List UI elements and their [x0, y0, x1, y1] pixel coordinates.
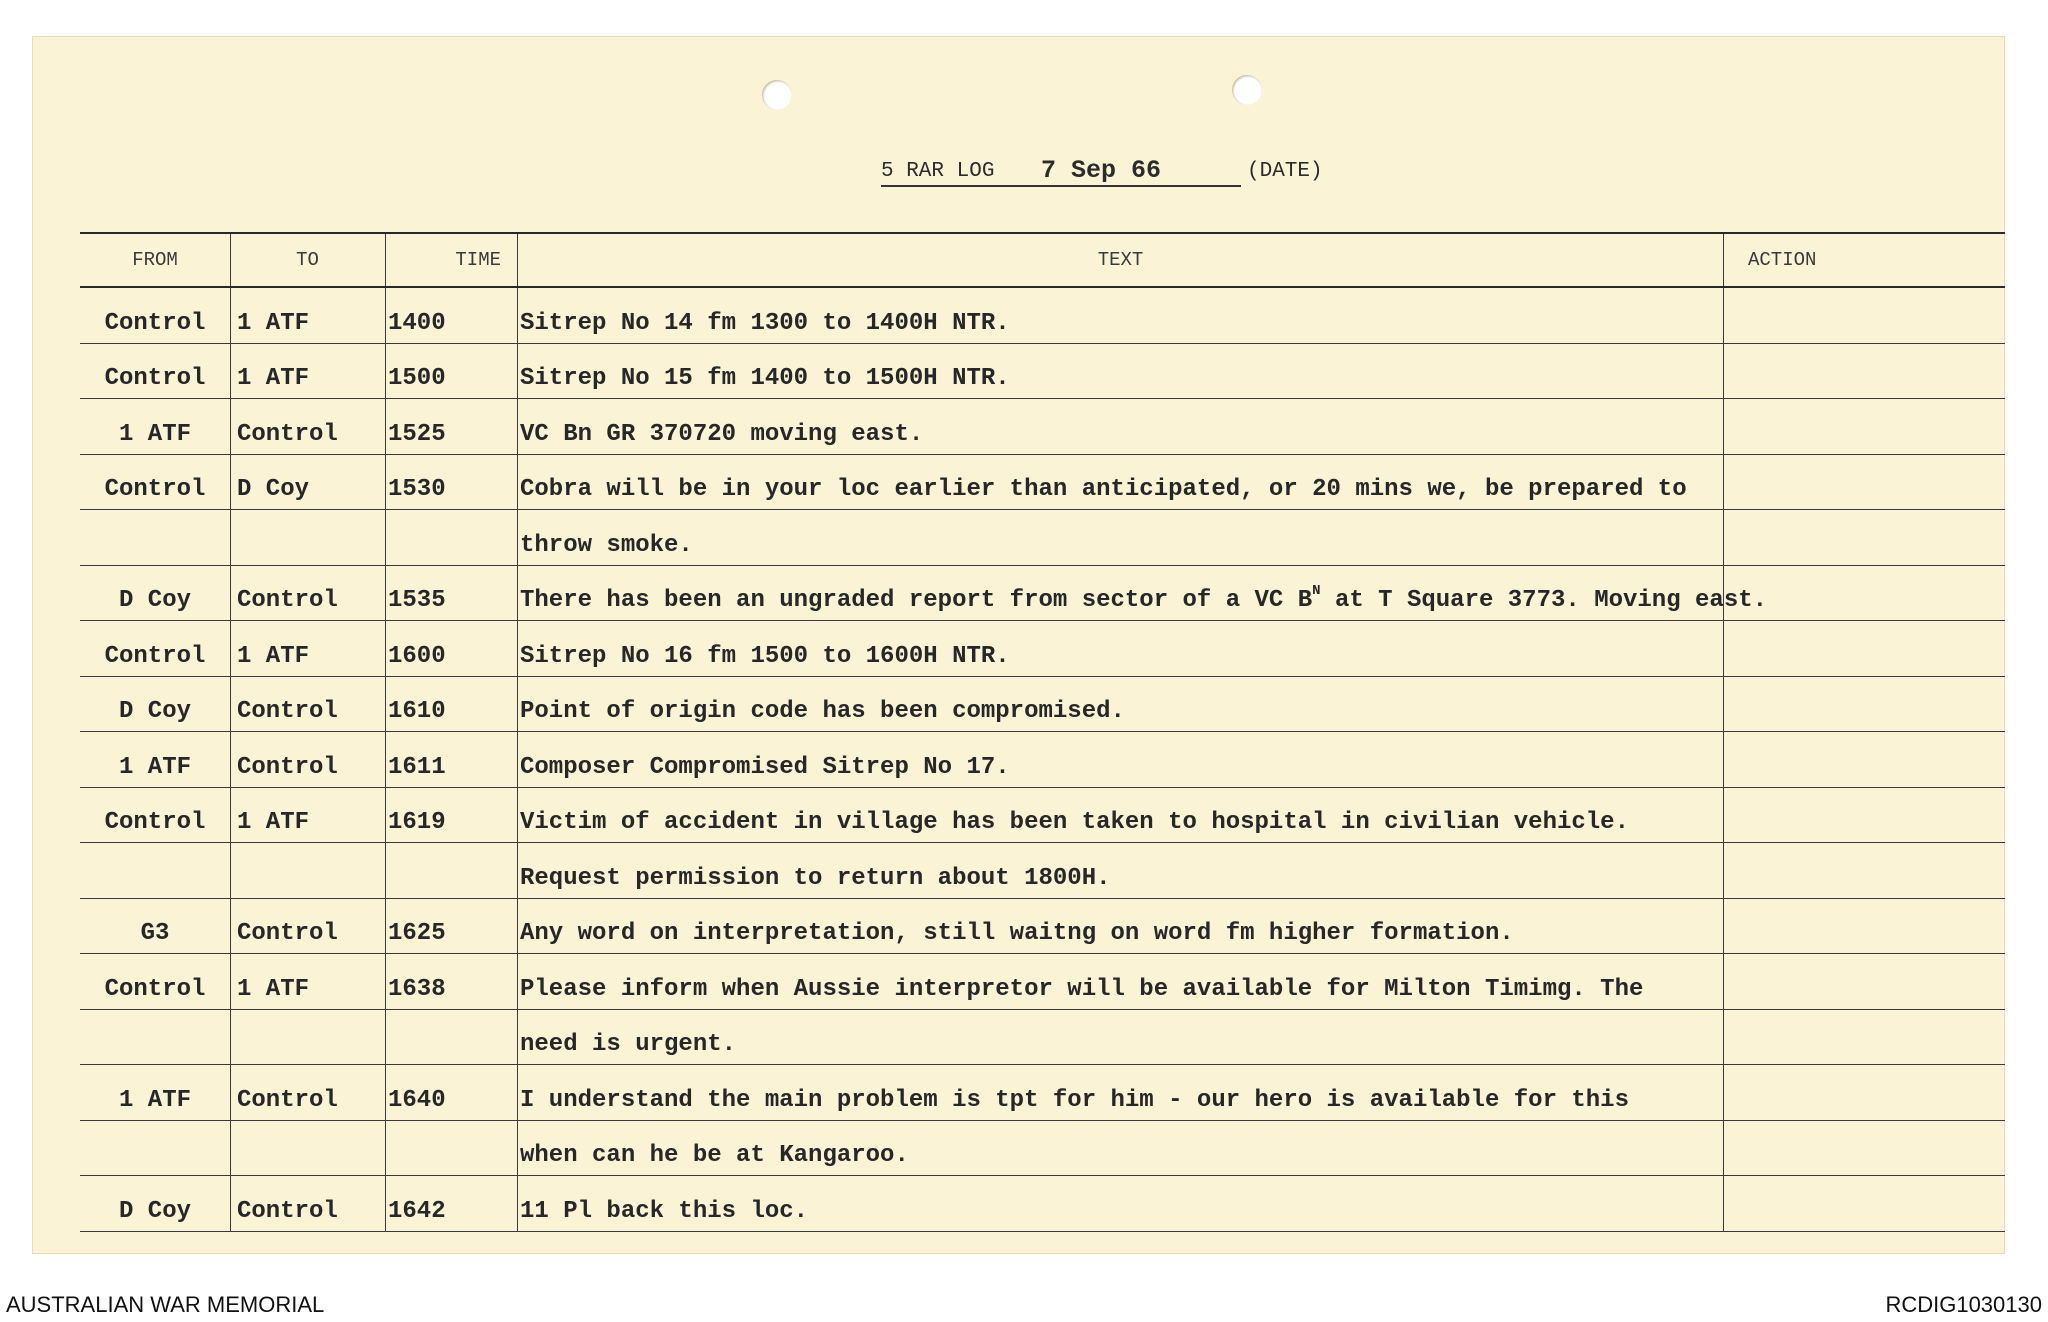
cell-time — [386, 1009, 518, 1065]
cell-text: 11 Pl back this loc. — [518, 1176, 1724, 1232]
cell-action — [1724, 621, 2006, 677]
cell-to — [231, 843, 386, 899]
column-header-to: TO — [231, 233, 386, 287]
cell-from: 1 ATF — [80, 399, 231, 455]
table-row — [80, 898, 2005, 954]
table-row — [80, 954, 2005, 1010]
cell-to: 1 ATF — [231, 621, 386, 677]
cell-to: Control — [231, 1065, 386, 1121]
cell-action — [1724, 1120, 2006, 1176]
cell-action — [1724, 1065, 2006, 1121]
cell-text: Please inform when Aussie interpretor will be available for Milton Timimg. The — [518, 954, 1724, 1010]
header-underline — [881, 185, 1241, 187]
table-row — [80, 510, 2005, 566]
cell-time: 1640 — [386, 1065, 518, 1121]
table-header-row — [80, 233, 2005, 287]
cell-time: 1619 — [386, 787, 518, 843]
archive-credit: AUSTRALIAN WAR MEMORIAL — [6, 1292, 325, 1317]
archive-reference: RCDIG1030130 — [1885, 1292, 2042, 1317]
log-table — [80, 232, 2005, 1232]
cell-to: 1 ATF — [231, 343, 386, 399]
table-row — [80, 621, 2005, 677]
table-row — [80, 1009, 2005, 1065]
cell-text-part: There has been an ungraded report from sector of a VC B — [520, 587, 1313, 614]
punch-hole-left — [762, 80, 792, 110]
cell-to: Control — [231, 732, 386, 788]
table-row — [80, 843, 2005, 899]
punch-hole-right — [1232, 75, 1262, 105]
cell-to — [231, 1009, 386, 1065]
cell-text: Any word on interpretation, still waitng on word fm higher formation. — [518, 898, 1724, 954]
cell-from — [80, 1120, 231, 1176]
cell-time: 1400 — [386, 287, 518, 343]
cell-from: Control — [80, 787, 231, 843]
cell-text — [518, 565, 1768, 621]
log-name: 5 RAR LOG — [881, 160, 995, 183]
cell-time: 1530 — [386, 454, 518, 510]
cell-to: Control — [231, 676, 386, 732]
cell-text: I understand the main problem is tpt for him - our hero is available for this — [518, 1065, 1724, 1121]
column-header-time: TIME — [386, 233, 518, 287]
cell-time — [386, 510, 518, 566]
cell-text: Composer Compromised Sitrep No 17. — [518, 732, 1724, 788]
cell-text: throw smoke. — [518, 510, 1724, 566]
cell-to: 1 ATF — [231, 287, 386, 343]
table-row — [80, 1176, 2005, 1232]
cell-from: Control — [80, 343, 231, 399]
cell-to: Control — [231, 1176, 386, 1232]
cell-to — [231, 510, 386, 566]
table-row — [80, 343, 2005, 399]
table-row — [80, 454, 2005, 510]
cell-from — [80, 510, 231, 566]
table-row — [80, 287, 2005, 343]
cell-from: D Coy — [80, 1176, 231, 1232]
cell-time: 1638 — [386, 954, 518, 1010]
table-row — [80, 1065, 2005, 1121]
cell-from: D Coy — [80, 565, 231, 621]
cell-action — [1724, 343, 2006, 399]
table-row — [80, 732, 2005, 788]
cell-text: Sitrep No 14 fm 1300 to 1400H NTR. — [518, 287, 1724, 343]
cell-text: need is urgent. — [518, 1009, 1724, 1065]
cell-text: when can he be at Kangaroo. — [518, 1120, 1724, 1176]
cell-action — [1724, 510, 2006, 566]
cell-text: Sitrep No 16 fm 1500 to 1600H NTR. — [518, 621, 1724, 677]
cell-from: G3 — [80, 898, 231, 954]
column-header-text: TEXT — [518, 233, 1724, 287]
cell-text: Victim of accident in village has been taken to hospital in civilian vehicle. — [518, 787, 1724, 843]
cell-from: 1 ATF — [80, 732, 231, 788]
cell-text: VC Bn GR 370720 moving east. — [518, 399, 1724, 455]
cell-to: Control — [231, 399, 386, 455]
cell-time: 1525 — [386, 399, 518, 455]
table-row — [80, 399, 2005, 455]
log-header — [881, 156, 1323, 186]
cell-time: 1611 — [386, 732, 518, 788]
cell-action — [1724, 1176, 2006, 1232]
cell-action — [1724, 676, 2006, 732]
cell-text: Request permission to return about 1800H. — [518, 843, 1724, 899]
column-header-action: ACTION — [1724, 233, 2006, 287]
log-date: 7 Sep 66 — [1041, 156, 1162, 185]
cell-from: D Coy — [80, 676, 231, 732]
cell-to: D Coy — [231, 454, 386, 510]
cell-time — [386, 843, 518, 899]
cell-action — [1724, 843, 2006, 899]
cell-from — [80, 1009, 231, 1065]
cell-to: Control — [231, 565, 386, 621]
cell-time — [386, 1120, 518, 1176]
cell-time: 1642 — [386, 1176, 518, 1232]
cell-time: 1535 — [386, 565, 518, 621]
column-header-from: FROM — [80, 233, 231, 287]
cell-to — [231, 1120, 386, 1176]
cell-action — [1724, 954, 2006, 1010]
cell-text: Sitrep No 15 fm 1400 to 1500H NTR. — [518, 343, 1724, 399]
table-row — [80, 1120, 2005, 1176]
cell-text-part: at T Square 3773. Moving east. — [1320, 587, 1768, 614]
cell-action — [1724, 732, 2006, 788]
cell-from: Control — [80, 454, 231, 510]
cell-to: Control — [231, 898, 386, 954]
cell-time: 1625 — [386, 898, 518, 954]
cell-time: 1610 — [386, 676, 518, 732]
superscript-n: N — [1312, 583, 1321, 599]
cell-action — [1724, 399, 2006, 455]
cell-to: 1 ATF — [231, 954, 386, 1010]
cell-from — [80, 843, 231, 899]
cell-text: Point of origin code has been compromised. — [518, 676, 1724, 732]
cell-from: Control — [80, 621, 231, 677]
cell-time: 1500 — [386, 343, 518, 399]
cell-to: 1 ATF — [231, 787, 386, 843]
cell-action — [1724, 1009, 2006, 1065]
cell-time: 1600 — [386, 621, 518, 677]
cell-action — [1724, 898, 2006, 954]
table-row — [80, 565, 2005, 621]
date-label: (DATE) — [1247, 160, 1323, 183]
cell-action — [1724, 287, 2006, 343]
cell-action — [1724, 787, 2006, 843]
table-row — [80, 676, 2005, 732]
cell-action — [1724, 454, 2006, 510]
cell-from: Control — [80, 287, 231, 343]
cell-from: Control — [80, 954, 231, 1010]
cell-text: Cobra will be in your loc earlier than anticipated, or 20 mins we, be prepared to — [518, 454, 1724, 510]
table-row — [80, 787, 2005, 843]
cell-from: 1 ATF — [80, 1065, 231, 1121]
